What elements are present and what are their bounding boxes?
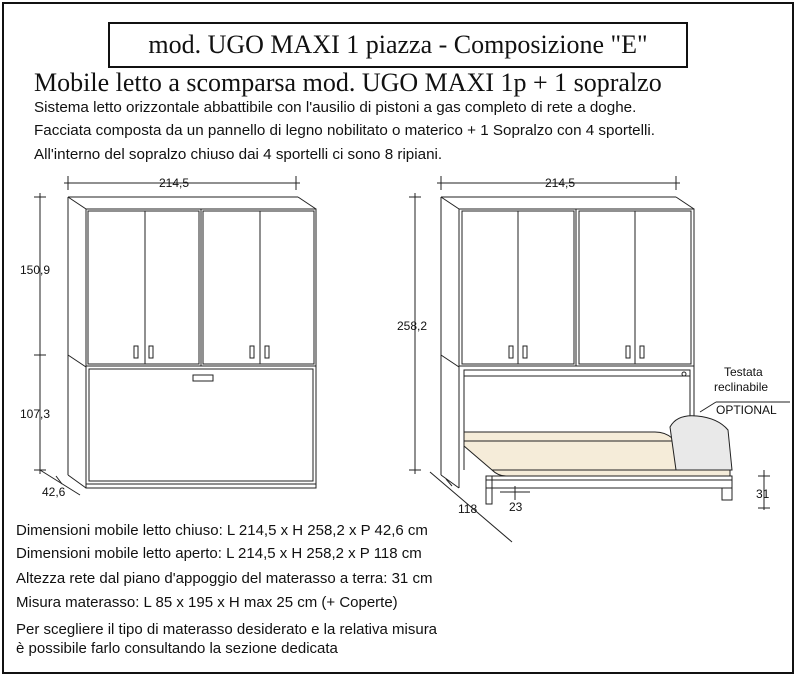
closed-dimensions <box>20 176 189 499</box>
description-line-1: Sistema letto orizzontale abbattibile con l'ausilio di pistoni a gas completo di rete a doghe. <box>34 99 637 116</box>
net-height-label: 31 <box>756 487 770 501</box>
leg-label: 23 <box>509 500 523 514</box>
spec-mattress-size: Misura materasso: L 85 x 195 x H max 25 cm (+ Coperte) <box>16 594 398 611</box>
optional-label: OPTIONAL <box>716 403 777 417</box>
spec-net-height: Altezza rete dal piano d'appoggio del materasso a terra: 31 cm <box>16 570 433 587</box>
width-label-right: 214,5 <box>544 176 576 190</box>
description-line-3: All'interno del sopralzo chiuso dai 4 sportelli ci sono 8 ripiani. <box>34 146 443 163</box>
width-label-left: 214,5 <box>158 176 190 190</box>
note-line-1: Per scegliere il tipo di materasso desiderato e la relativa misura <box>16 621 438 638</box>
open-cabinet-drawing <box>409 176 790 542</box>
product-headline: Mobile letto a scomparsa mod. UGO MAXI 1p + 1 sopralzo <box>34 68 662 97</box>
lower-height-label: 107,3 <box>20 407 51 421</box>
spec-open-dimensions: Dimensioni mobile letto aperto: L 214,5 x H 258,2 x P 118 cm <box>16 545 422 562</box>
closed-cabinet-drawing <box>34 176 316 495</box>
note-line-2: è possibile farlo consultando la sezione dedicata <box>16 640 338 657</box>
open-depth-label: 118 <box>458 502 478 516</box>
total-height-label: 258,2 <box>397 319 428 333</box>
depth-label-closed: 42,6 <box>42 485 66 499</box>
spec-closed-dimensions: Dimensioni mobile letto chiuso: L 214,5 x H 258,2 x P 42,6 cm <box>16 522 428 539</box>
model-title: mod. UGO MAXI 1 piazza - Composizione "E" <box>108 22 688 68</box>
headboard-label-2: reclinabile <box>714 380 769 394</box>
description-line-2: Facciata composta da un pannello di legno nobilitato o materico + 1 Sopralzo con 4 sportelli. <box>34 122 655 139</box>
headboard-label-1: Testata <box>724 365 763 379</box>
upper-height-label: 150,9 <box>20 263 51 277</box>
